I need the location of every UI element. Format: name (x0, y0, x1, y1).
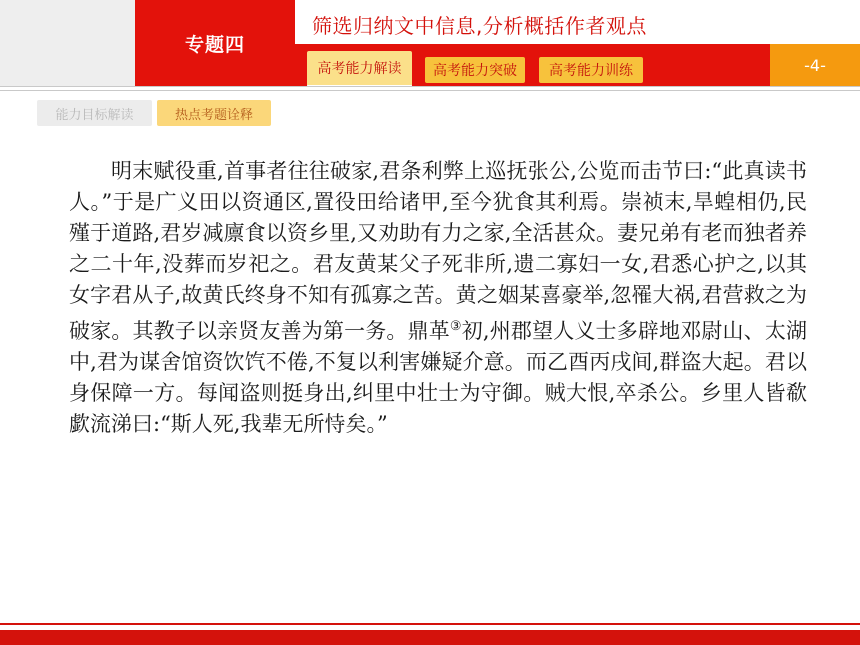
tab-ability-breakthrough[interactable]: 高考能力突破 (425, 57, 525, 83)
header-left-panel (0, 0, 135, 86)
passage-text-continued: 初,州郡望人义士多辟地邓尉山、太湖中,君为谋舍馆资饮饩不倦,不复以利害嫌疑介意。而乙酉丙戌间,群盗大起。君以身保障一方。每闻盗则挺身出,纠里中壮士为守御。贼大恨,卒杀公。乡里人皆欷歔流涕曰:“斯人死,我辈无所恃矣。” (69, 319, 808, 436)
header-divider (0, 86, 860, 87)
passage-paragraph (69, 156, 807, 440)
page-title: 筛选归纳文中信息,分析概括作者观点 (312, 14, 647, 38)
page-number: -4- (770, 44, 860, 86)
header-divider-secondary (0, 90, 860, 91)
topic-label: 专题四 (135, 0, 295, 86)
passage-text: 明末赋役重,首事者往往破家,君条利弊上巡抚张公,公览而击节曰:“此真读书人。”于是广义田以资通区,置役田给诸甲,至今犹食其利焉。崇祯末,旱蝗相仍,民殣于道路,君岁减廪食以资乡里,又劝助有力之家,全活甚众。妻兄弟有老而独者养之二十年,没葬而岁祀之。君友黄某父子死非所,遗二寡妇一女,君悉心护之,以其女字君从子,故黄氏终身不知有孤寡之苦。黄之姻某喜豪举,忽罹大祸,君营救之为破家。其教子以亲贤友善为第一务。鼎革 (69, 159, 807, 343)
tab-ability-interpretation[interactable]: 高考能力解读 (307, 51, 412, 87)
subtab-hot-question[interactable]: 热点考题诠释 (157, 100, 271, 126)
footer-bar (0, 630, 860, 645)
subtab-goal-interpretation[interactable]: 能力目标解读 (37, 100, 152, 126)
footer-line (0, 623, 860, 625)
tab-ability-training[interactable]: 高考能力训练 (539, 57, 643, 83)
passage (69, 156, 807, 440)
footnote-mark: ③ (449, 319, 462, 334)
